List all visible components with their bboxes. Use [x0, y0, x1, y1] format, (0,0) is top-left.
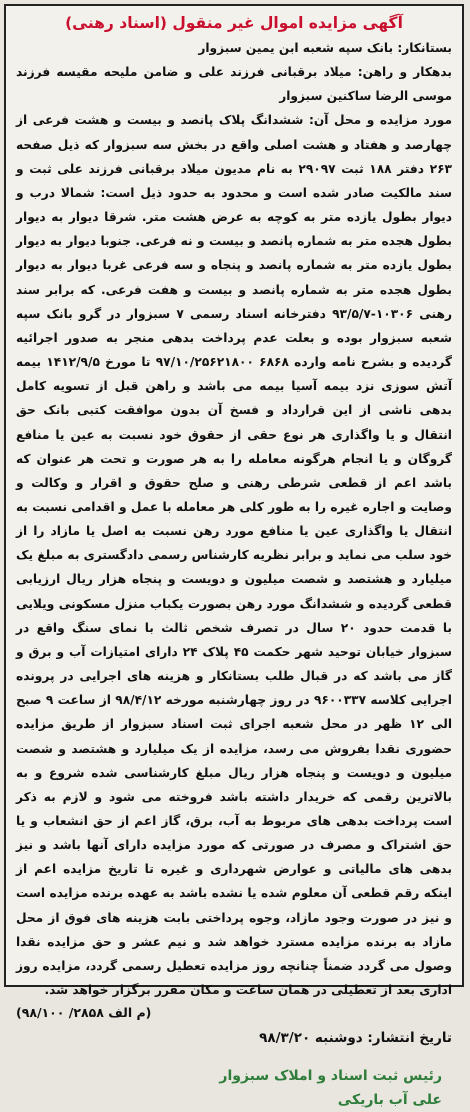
debtor-paragraph: بدهکار و راهن: میلاد برقبانی فرزند علی و ضامن ملیحه مقیسه فرزند موسی الرضا ساکنین سبزوار	[16, 65, 452, 104]
signature-name: علی آب باریکی	[337, 1092, 442, 1109]
notice-body	[16, 36, 452, 1002]
auction-notice	[4, 4, 464, 1109]
publication-date: تاریخ انتشار: دوشنبه ۹۸/۳/۲۰	[259, 1030, 452, 1047]
signature-title: رئیس ثبت اسناد و املاک سبزوار	[219, 1068, 442, 1085]
creditor-paragraph: بستانکار: بانک سپه شعبه ابن یمین سبزوار	[198, 41, 452, 55]
reference-number: (م الف ۲۸۵۸/ ۹۸/۱۰۰)	[16, 1005, 152, 1021]
signature-block	[16, 1064, 452, 1112]
notice-title: آگهی مزایده اموال غیر منقول (اسناد رهنی)	[65, 14, 403, 32]
auction-details-paragraph: مورد مزایده و محل آن: ششدانگ پلاک پانصد و بیست و هشت فرعی از چهارصد و هفتاد و هشت اصلی واقع در بخش سه سبزوار که ذیل صفحه ۲۶۳ دفتر ۱۸۸ ثبت ۲۹۰۹۷ به نام مدیون میلاد برقبانی فرزند علی ثبت و سند مالکیت صادر شده است و محدود به حدود ذیل است: شمالا درب و دیوار بطول یازده متر به کوچه به عرض هشت متر. شرقا دیوار به دیوار بطول هجده متر به شماره پانصد و بیست و نه فرعی. جنوبا دیوار به دیوار بطول یازده متر به شماره پانصد و پنجاه و سه فرعی غربا دیوار به دیوار بطول هجده متر به شماره پانصد و بیست و هفت فرعی. که برابر سند رهنی ۱۰۳۰۶-۹۳/۵/۷ دفترخانه اسناد رسمی ۷ سبزوار در گرو بانک سپه شعبه سبزوار بوده و بعلت عدم پرداخت بدهی منجر به صدور اجرائیه گردیده و بشرح نامه وارده ۶۸۶۸ ۹۷/۱۰/۲۵۶۲۱۸۰۰ تا مورخ ۱۴۱۲/۹/۵ بیمه آتش سوزی نزد بیمه آسیا بیمه می باشد و راهن قبل از تسویه کامل بدهی ناشی از این قرارداد و فسخ آن بدون موافقت کتبی بانک حق انتقال و یا واگذاری هر نوع حقی از حقوق خود نسبت به عین یا منافع گروگان و یا انجام هرگونه معامله را به هر صورت و تحت هر عنوان که باشد اعم از قطعی شرطی رهنی و صلح حقوق و اقرار و وکالت و وصایت و اجاره غیره را به طور کلی هر معامله با عمل و اقدامی نسبت به انتقال یا واگذاری عین یا منافع مورد رهن نسبت به اصل یا مازاد را از خود سلب می نماید و برابر نظریه کارشناس رسمی دادگستری به مبلغ یک میلیارد و هشتصد و شصت میلیون و دویست و پنجاه هزار ریال ارزیابی قطعی گردیده و ششدانگ مورد رهن بصورت یکباب منزل مسکونی ویلایی با قدمت حدود ۲۰ سال در تصرف شخص ثالث با نمای سنگ واقع در سبزوار خیابان توحید شهر حکمت ۴۵ پلاک ۲۴ دارای امتیازات آب و برق و گاز می باشد که در قبال طلب بستانکار و هزینه های اجرایی در پرونده اجرایی کلاسه ۹۶۰۰۳۳۷ در روز چهارشنبه مورخه ۹۸/۴/۱۲ از ساعت ۹ صبح الی ۱۲ ظهر در محل شعبه اجرای ثبت اسناد سبزوار از طریق مزایده حضوری نقدا بفروش می رسد، مزایده از یک میلیارد و هشتصد و شصت میلیون و دویست و پنجاه هزار ریال مبلغ کارشناسی شده شروع و به بالاترین رقمی که خریدار داشته باشد فروخته می شود و لازم به ذکر است پرداخت بدهی های مربوط به آب، برق، گاز اعم از حق انشعاب و یا حق اشتراک و مصرف در صورتی که مورد مزایده دارای آنها باشد و نیز بدهی های مالیاتی و عوارض شهرداری و غیره تا تاریخ مزایده اعم از اینکه رقم قطعی آن معلوم شده یا نشده باشد به عهده برنده مزایده است و نیز در صورت وجود مازاد، وجوه پرداختی بابت هزینه های فوق از محل مازاد به برنده مزایده مسترد خواهد شد و نیم عشر و حق مزایده نقدا وصول می گردد ضمناً چنانچه روز مزایده تعطیل رسمی گردد، مزایده روز اداری بعد از تعطیلی در همان ساعت و مکان مقرر برگزار خواهد شد.	[16, 113, 453, 998]
